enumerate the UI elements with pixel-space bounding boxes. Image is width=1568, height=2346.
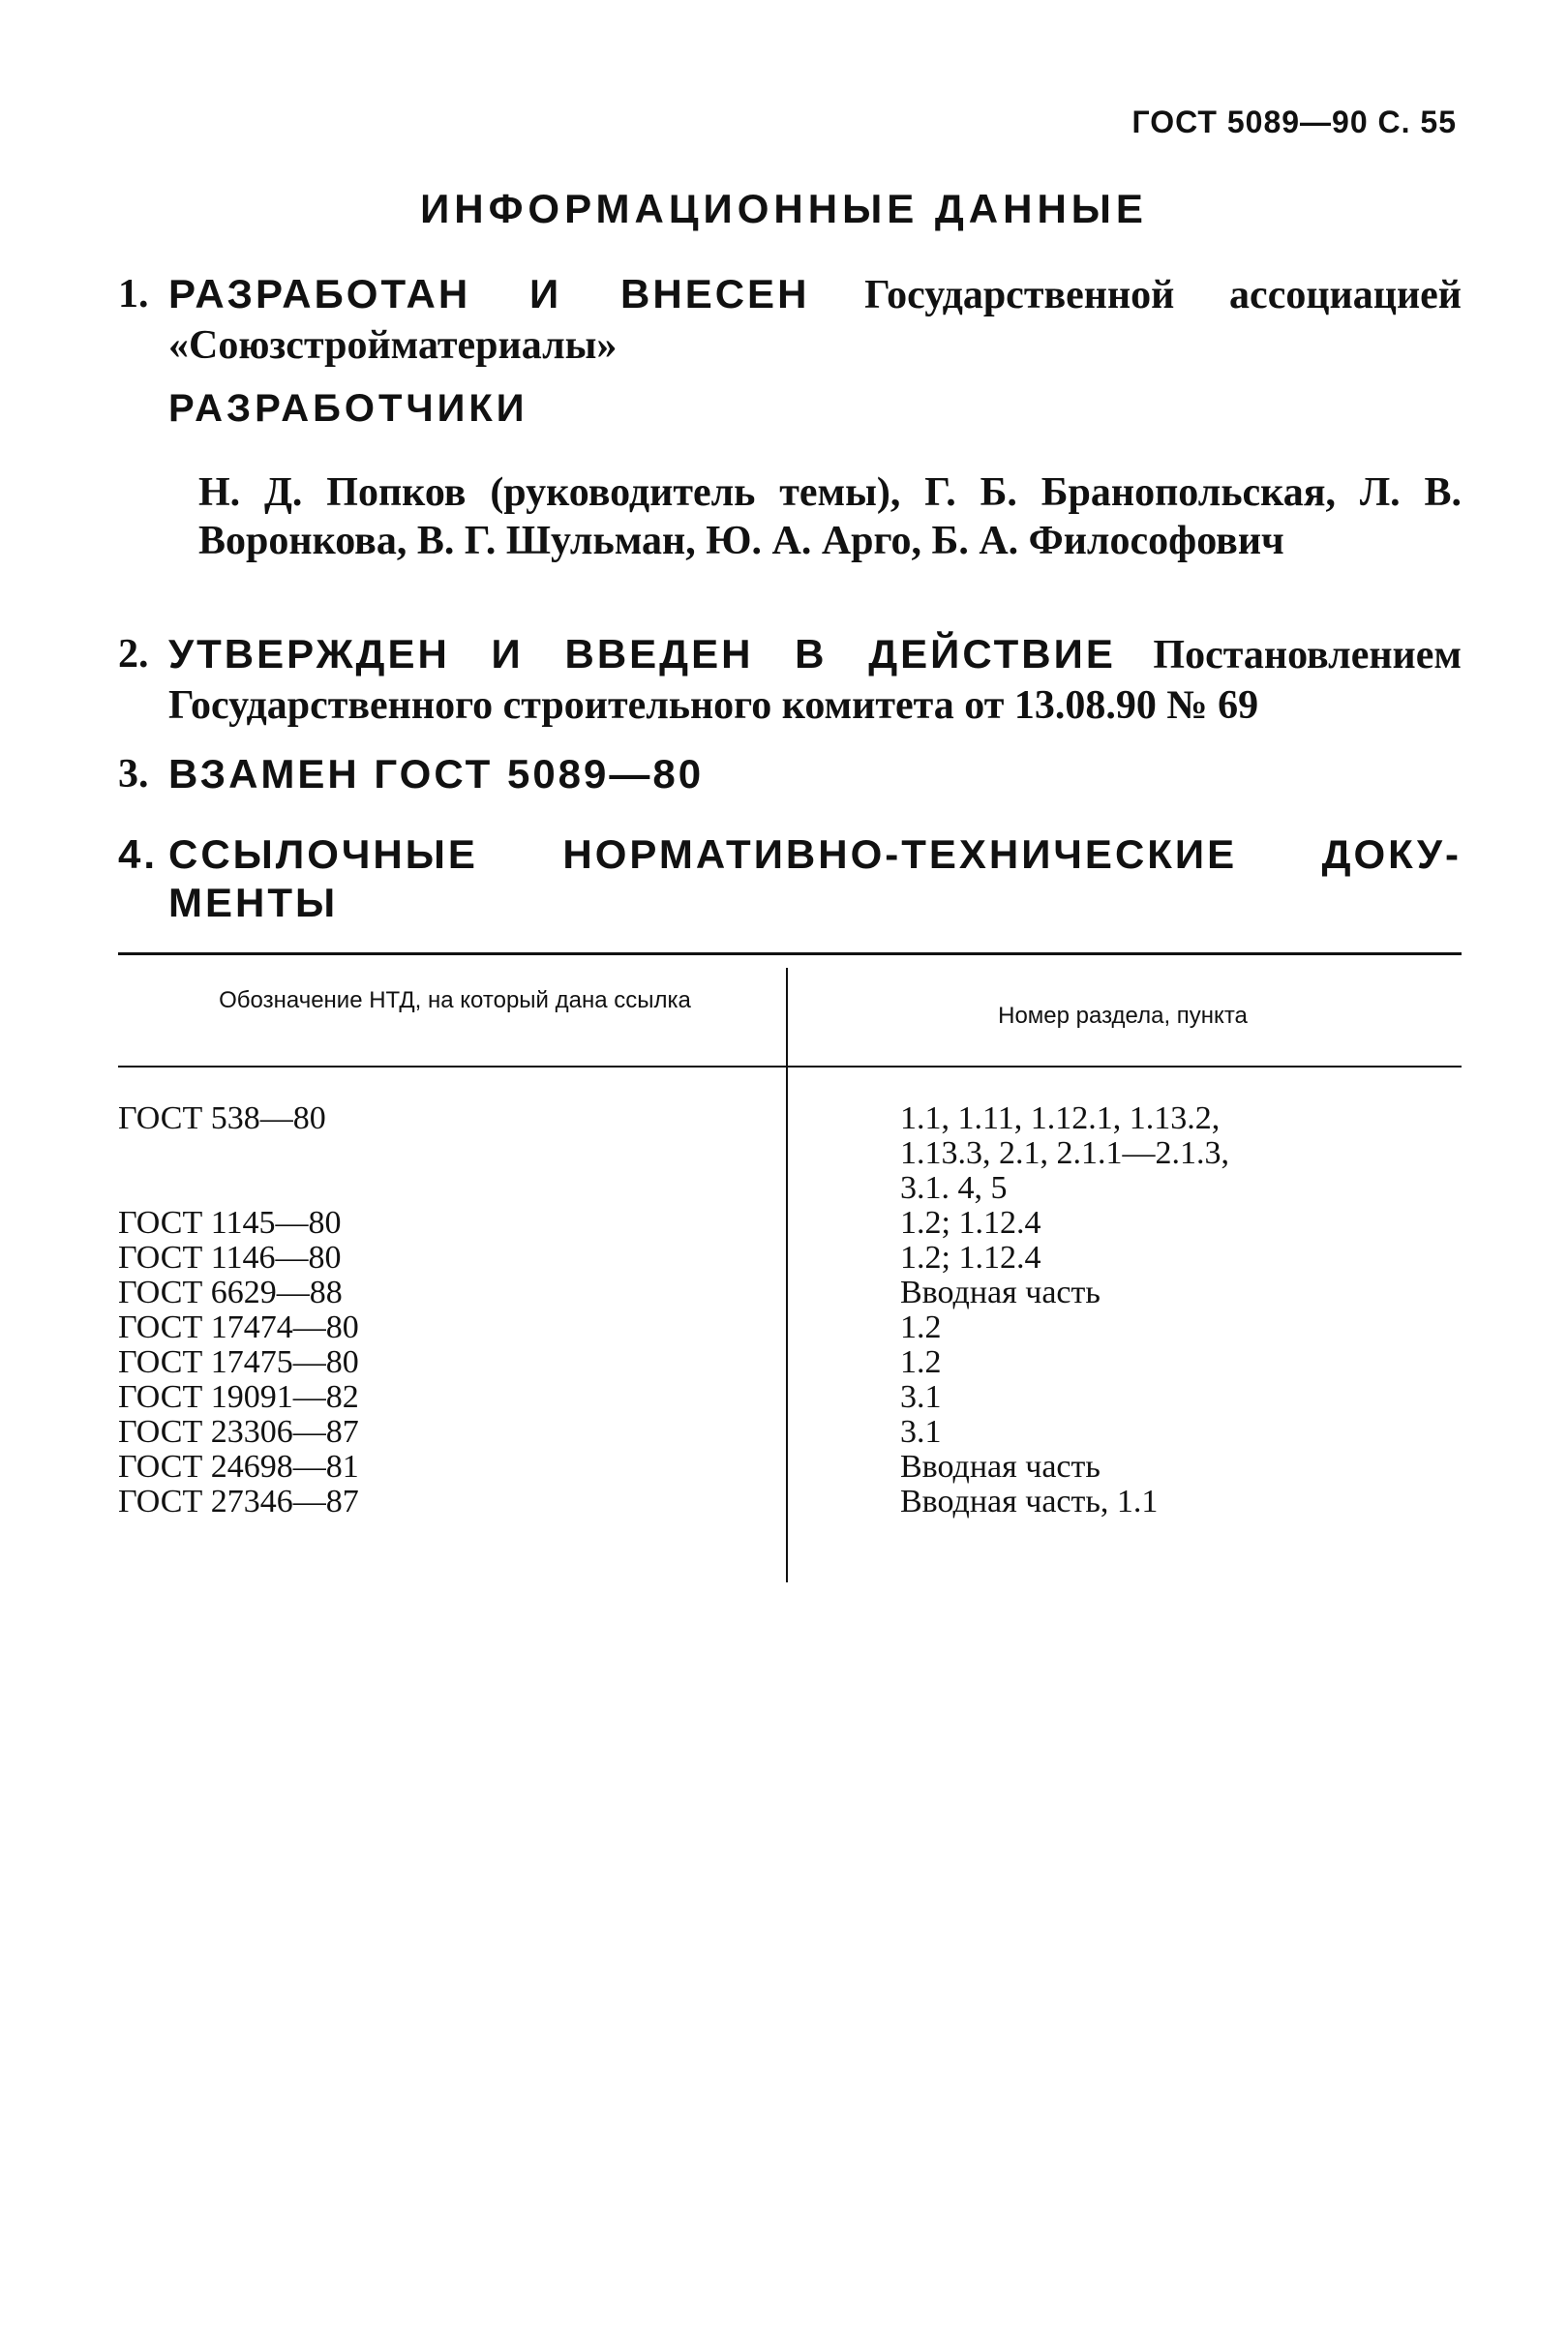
page-title: ИНФОРМАЦИОННЫЕ ДАННЫЕ: [420, 186, 1148, 231]
section-cell: 3.1: [900, 1414, 942, 1450]
document-cell: ГОСТ 538—80: [118, 1100, 326, 1136]
section-cell: 1.1, 1.11, 1.12.1, 1.13.2, 1.13.3, 2.1, 2.1.1—2.1.3, 3.1. 4, 5: [900, 1100, 1229, 1206]
item-body: [168, 749, 1462, 800]
document-cell: ГОСТ 1146—80: [118, 1240, 342, 1276]
item-caption: РАЗРАБОТАН И ВНЕСЕН: [168, 271, 810, 316]
section-cell: 1.2; 1.12.4: [900, 1240, 1041, 1276]
document-cell: ГОСТ 27346—87: [118, 1484, 359, 1519]
section-cell: 1.2: [900, 1309, 942, 1345]
section-cell: Вводная часть, 1.1: [900, 1484, 1159, 1519]
document-cell: ГОСТ 17474—80: [118, 1309, 359, 1345]
item-number: 2.: [118, 632, 149, 677]
item-body: [168, 269, 1462, 371]
item-heading-line: [168, 830, 1462, 879]
heading-word: НОРМАТИВНО-ТЕХНИЧЕСКИЕ: [562, 831, 1238, 877]
table-header-document: Обозначение НТД, на который дана ссылка: [219, 987, 691, 1013]
document-cell: ГОСТ 19091—82: [118, 1379, 359, 1415]
document-cell: ГОСТ 1145—80: [118, 1205, 342, 1241]
developers-list: Н. Д. Попков (руководитель темы), Г. Б. Бранопольская, Л. В. Воронкова, В. Г. Шульман, Ю. А. Арго, Б. А. Философович: [198, 470, 1462, 563]
item-number: 4.: [118, 831, 159, 877]
section-cell: Вводная часть: [900, 1449, 1101, 1485]
document-cell: ГОСТ 24698—81: [118, 1449, 359, 1485]
item-1: [118, 269, 1462, 371]
item-4: [118, 830, 1462, 927]
page-header: ГОСТ 5089—90 С. 55: [1131, 105, 1457, 139]
document-cell: ГОСТ 17475—80: [118, 1344, 359, 1380]
developers-heading: РАЗРАБОТЧИКИ: [168, 387, 528, 430]
table-header-section: Номер раздела, пункта: [998, 1003, 1248, 1029]
item-body: [168, 629, 1462, 731]
item-number: 3.: [118, 752, 149, 797]
table-column-divider: [786, 968, 788, 1582]
item-number: 1.: [118, 272, 149, 316]
document-cell: ГОСТ 6629—88: [118, 1275, 343, 1310]
section-cell: 1.2; 1.12.4: [900, 1205, 1041, 1241]
heading-continuation: МЕНТЫ: [168, 880, 339, 925]
table-top-rule: [118, 952, 1462, 955]
heading-word: ССЫЛОЧНЫЕ: [168, 831, 478, 877]
section-cell: 3.1: [900, 1379, 942, 1415]
item-caption: УТВЕРЖДЕН И ВВЕДЕН В ДЕЙСТВИЕ: [168, 631, 1116, 677]
item-3: [118, 749, 1462, 800]
item-text: Государственной ассоциацией «Союзстройматериалы»: [168, 273, 1462, 368]
section-cell: 1.2: [900, 1344, 942, 1380]
item-text: Постановлением Государственного строительного комитета от 13.08.90 № 69: [168, 633, 1462, 728]
item-2: [118, 629, 1462, 731]
table-header-rule: [118, 1066, 1462, 1068]
document-cell: ГОСТ 23306—87: [118, 1414, 359, 1450]
heading-word: ДОКУ-: [1321, 831, 1462, 877]
section-cell: Вводная часть: [900, 1275, 1101, 1310]
item-caption: ВЗАМЕН ГОСТ 5089—80: [168, 751, 705, 797]
